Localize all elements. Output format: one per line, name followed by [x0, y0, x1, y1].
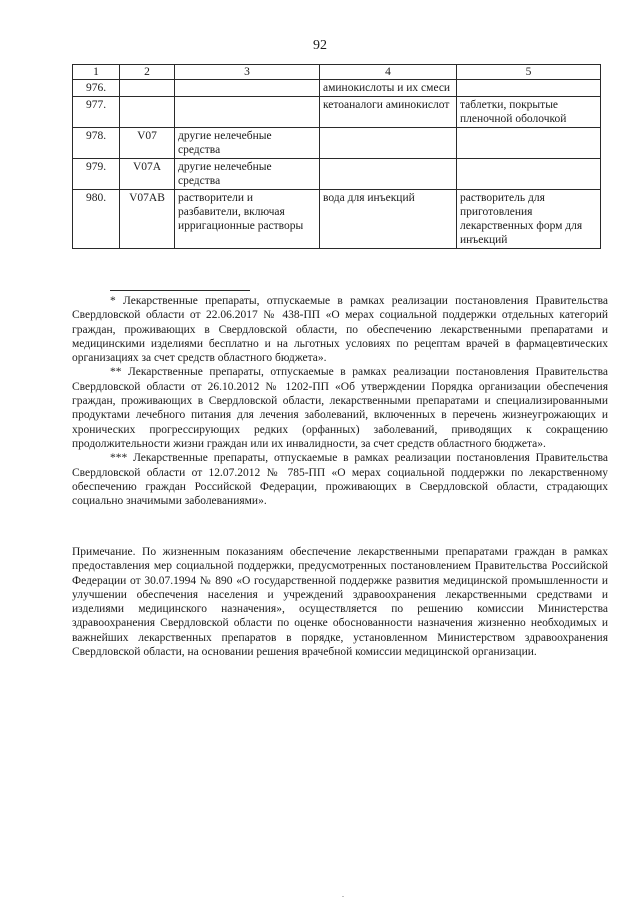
column-header: 1: [73, 65, 120, 80]
dosage-form: [457, 159, 601, 190]
table-row: [73, 190, 601, 249]
row-number: 980.: [73, 190, 120, 249]
footnotes: [72, 294, 608, 508]
column-header: 5: [457, 65, 601, 80]
substance-name: аминокислоты и их смеси: [320, 80, 457, 97]
row-number: 979.: [73, 159, 120, 190]
atc-group: [175, 97, 320, 128]
dosage-form: растворитель для приготовления лекарственных форм для инъекций: [457, 190, 601, 249]
atc-group: другие нелечебные средства: [175, 159, 320, 190]
dosage-form: таблетки, покрытые пленочной оболочкой: [457, 97, 601, 128]
row-number: 977.: [73, 97, 120, 128]
column-header: 2: [120, 65, 175, 80]
table-header-row: [73, 65, 601, 80]
atc-group: [175, 80, 320, 97]
substance-name: вода для инъекций: [320, 190, 457, 249]
substance-name: [320, 128, 457, 159]
row-number: 976.: [73, 80, 120, 97]
table-row: [73, 128, 601, 159]
atc-group: другие нелечебные средства: [175, 128, 320, 159]
row-number: 978.: [73, 128, 120, 159]
atc-code: V07A: [120, 159, 175, 190]
note-section: [72, 545, 608, 659]
atc-code: [120, 80, 175, 97]
atc-code: V07AB: [120, 190, 175, 249]
table-row: [73, 159, 601, 190]
atc-group: растворители и разбавители, включая ирригационные растворы: [175, 190, 320, 249]
medication-table: [72, 64, 601, 249]
column-header: 4: [320, 65, 457, 80]
page-number: 92: [313, 38, 327, 53]
atc-code: V07: [120, 128, 175, 159]
footnote-3: *** Лекарственные препараты, отпускаемые в рамках реализации постановления Правительства Свердловской области от 12.07.2012 № 785-ПП «О мерах социальной поддержки по лекарственному обеспечению граждан Российской Федерации, проживающих в Свердловской области, страдающих социально значимыми заболеваниями».: [72, 452, 608, 508]
table-row: [73, 97, 601, 128]
dosage-form: [457, 80, 601, 97]
atc-code: [120, 97, 175, 128]
table-row: [73, 80, 601, 97]
footnote-1: * Лекарственные препараты, отпускаемые в рамках реализации постановления Правительства Свердловской области от 22.06.2017 № 438-ПП «О мерах социальной поддержки отдельных категорий граждан, проживающих в Свердловской области, по обеспечению лекарственными препаратами и медицинскими изделиями бесплатно и на льготных условиях по рецептам врачей в фармацевтических организациях за счет средств областного бюджета».: [72, 295, 608, 365]
footnotes-divider: [110, 290, 250, 291]
dosage-form: [457, 128, 601, 159]
substance-name: кетоаналоги аминокислот: [320, 97, 457, 128]
bottom-mark: .: [342, 890, 344, 899]
note-paragraph: Примечание. По жизненным показаниям обеспечение лекарственными препаратами граждан в рамках предоставления мер социальной поддержки, предусмотренных постановлением Правительства Российской Федерации от 30.07.1994 № 890 «О государственной поддержке развития медицинской промышленности и улучшении обеспечения населения и учреждений здравоохранения лекарственными средствами и изделиями медицинского назначения», осуществляется по решению комиссии Министерства здравоохранения Свердловской области по оценке обоснованности назначения жизненно необходимых и важнейших лекарственных препаратов в порядке, установленном Министерством здравоохранения Свердловской области, на основании решения врачебной комиссии медицинской организации.: [72, 546, 608, 659]
column-header: 3: [175, 65, 320, 80]
substance-name: [320, 159, 457, 190]
footnote-2: ** Лекарственные препараты, отпускаемые в рамках реализации постановления Правительства Свердловской области от 26.10.2012 № 1202-ПП «Об утверждении Порядка организации обеспечения граждан, проживающих в Свердловской области, лекарственными препаратами и специализированными продуктами лечебного питания для лечения заболеваний, включенных в перечень жизнеугрожающих и хронических прогрессирующих редких (орфанных) заболеваний, приводящих к сокращению продолжительности жизни граждан или их инвалидности, за счет средств областного бюджета».: [72, 366, 608, 450]
